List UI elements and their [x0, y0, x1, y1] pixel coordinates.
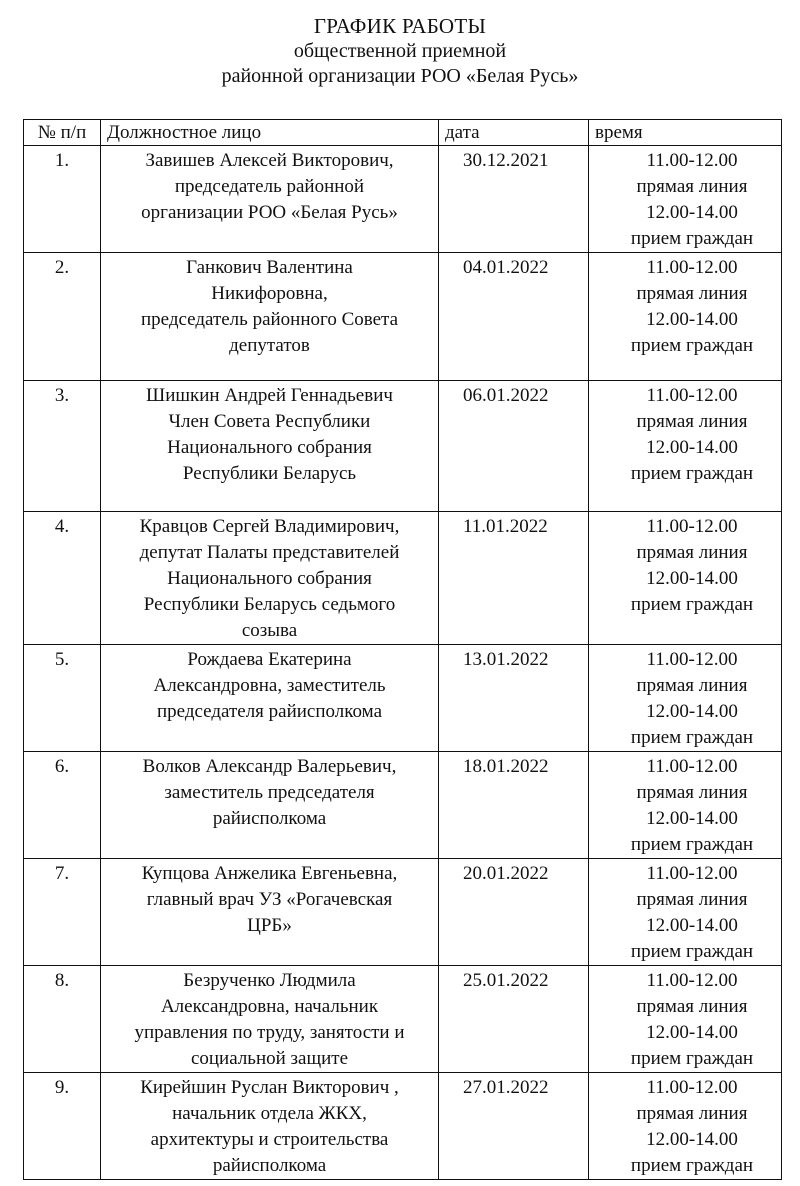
time-text-line: 11.00-12.00 — [646, 863, 738, 884]
time-cell — [589, 512, 782, 645]
time-text-line: прием граждан — [630, 834, 754, 855]
official-text-line: Безрученко Людмила — [183, 970, 356, 991]
time-text-line: прямая линия — [636, 411, 748, 432]
time-cell — [589, 146, 782, 253]
official-text-line: Никифоровна, — [211, 283, 328, 304]
official-cell — [101, 966, 439, 1073]
time-cell — [589, 381, 782, 512]
time-cell — [589, 966, 782, 1073]
official-text-line: райисполкома — [212, 808, 327, 829]
official-text-line: ЦРБ» — [247, 915, 292, 936]
official-text-line: Шишкин Андрей Геннадьевич — [146, 385, 393, 406]
row-number: 9. — [24, 1073, 101, 1180]
official-text-line: Национального собрания — [167, 568, 372, 589]
official-text-line: Александровна, заместитель — [153, 675, 386, 696]
time-text-line: прием граждан — [630, 228, 754, 249]
time-text-line: прямая линия — [636, 1103, 748, 1124]
official-text-line: Кирейшин Руслан Викторович , — [140, 1077, 399, 1098]
official-text-line: Республики Беларусь — [182, 463, 357, 484]
table-row — [24, 859, 782, 966]
time-text-line: прямая линия — [636, 176, 748, 197]
table-body — [24, 146, 782, 1180]
time-text-line: 12.00-14.00 — [646, 1129, 738, 1150]
official-cell — [101, 253, 439, 381]
time-text-line: прямая линия — [636, 675, 748, 696]
time-text-line: 11.00-12.00 — [646, 150, 738, 171]
official-text-line: организации РОО «Белая Русь» — [141, 202, 398, 223]
time-text-line: прием граждан — [630, 941, 754, 962]
table-row — [24, 645, 782, 752]
official-text-line: Республики Беларусь седьмого — [143, 594, 396, 615]
official-text-line: созыва — [241, 620, 298, 641]
official-text-line: Завишев Алексей Викторович, — [145, 150, 394, 171]
time-cell — [589, 859, 782, 966]
document-subtitle-line-1: общественной приемной — [293, 40, 507, 62]
official-text-line: Волков Александр Валерьевич, — [142, 756, 397, 777]
official-text-line: Рождаева Екатерина — [187, 649, 352, 670]
time-text-line: 11.00-12.00 — [646, 516, 738, 537]
time-text-line: 12.00-14.00 — [646, 915, 738, 936]
row-number: 8. — [24, 966, 101, 1073]
time-text-line: 12.00-14.00 — [646, 202, 738, 223]
date-cell: 06.01.2022 — [439, 381, 589, 512]
official-cell — [101, 146, 439, 253]
date-cell: 11.01.2022 — [439, 512, 589, 645]
time-cell — [589, 253, 782, 381]
official-text-line: управления по труду, занятости и — [134, 1022, 405, 1043]
time-text-line: прием граждан — [630, 1155, 754, 1176]
time-text-line: прием граждан — [630, 727, 754, 748]
official-text-line: Александровна, начальник — [160, 996, 379, 1017]
date-cell: 25.01.2022 — [439, 966, 589, 1073]
date-cell: 30.12.2021 — [439, 146, 589, 253]
document-title: ГРАФИК РАБОТЫ — [313, 14, 487, 38]
schedule-table — [23, 119, 782, 1180]
official-text-line: председатель районного Совета — [140, 309, 399, 330]
official-text-line: председателя райисполкома — [156, 701, 382, 722]
time-text-line: 12.00-14.00 — [646, 309, 738, 330]
official-text-line: социальной защите — [190, 1048, 349, 1069]
time-cell — [589, 752, 782, 859]
date-cell: 04.01.2022 — [439, 253, 589, 381]
row-number: 4. — [24, 512, 101, 645]
time-text-line: 12.00-14.00 — [646, 808, 738, 829]
table-row — [24, 752, 782, 859]
table-header-row — [24, 120, 782, 146]
time-cell — [589, 1073, 782, 1180]
date-cell: 27.01.2022 — [439, 1073, 589, 1180]
time-text-line: прямая линия — [636, 889, 748, 910]
time-text-line: прямая линия — [636, 996, 748, 1017]
row-number: 2. — [24, 253, 101, 381]
time-text-line: 11.00-12.00 — [646, 970, 738, 991]
time-text-line: прием граждан — [630, 335, 754, 356]
time-text-line: прямая линия — [636, 542, 748, 563]
time-text-line: прием граждан — [630, 594, 754, 615]
time-text-line: прямая линия — [636, 283, 748, 304]
table-row — [24, 1073, 782, 1180]
document-header — [0, 14, 800, 89]
official-text-line: Кравцов Сергей Владимирович, — [139, 516, 400, 537]
official-cell — [101, 1073, 439, 1180]
row-number: 7. — [24, 859, 101, 966]
official-text-line: депутат Палаты представителей — [139, 542, 400, 563]
column-header-time: время — [589, 120, 782, 146]
time-text-line: 12.00-14.00 — [646, 437, 738, 458]
time-text-line: 12.00-14.00 — [646, 1022, 738, 1043]
row-number: 6. — [24, 752, 101, 859]
date-cell: 13.01.2022 — [439, 645, 589, 752]
official-text-line: заместитель председателя — [164, 782, 375, 803]
official-text-line: архитектуры и строительства — [150, 1129, 389, 1150]
time-text-line: 12.00-14.00 — [646, 701, 738, 722]
time-text-line: прямая линия — [636, 782, 748, 803]
table-row — [24, 381, 782, 512]
official-cell — [101, 645, 439, 752]
time-text-line: 12.00-14.00 — [646, 568, 738, 589]
time-text-line: прием граждан — [630, 1048, 754, 1069]
official-text-line: главный врач УЗ «Рогачевская — [146, 889, 393, 910]
time-cell — [589, 645, 782, 752]
official-text-line: райисполкома — [212, 1155, 327, 1176]
table-row — [24, 512, 782, 645]
time-text-line: 11.00-12.00 — [646, 756, 738, 777]
table-row — [24, 146, 782, 253]
official-text-line: председатель районной — [174, 176, 365, 197]
time-text-line: 11.00-12.00 — [646, 1077, 738, 1098]
official-text-line: Национального собрания — [167, 437, 372, 458]
official-cell — [101, 859, 439, 966]
date-cell: 20.01.2022 — [439, 859, 589, 966]
time-text-line: 11.00-12.00 — [646, 649, 738, 670]
document-subtitle-line-2: районной организации РОО «Белая Русь» — [221, 65, 579, 87]
row-number: 3. — [24, 381, 101, 512]
official-text-line: Ганкович Валентина — [186, 257, 353, 278]
official-cell — [101, 381, 439, 512]
official-text-line: Член Совета Республики — [168, 411, 371, 432]
official-cell — [101, 512, 439, 645]
date-cell: 18.01.2022 — [439, 752, 589, 859]
official-text-line: Купцова Анжелика Евгеньевна, — [141, 863, 398, 884]
time-text-line: прием граждан — [630, 463, 754, 484]
time-text-line: 11.00-12.00 — [646, 257, 738, 278]
official-text-line: начальник отдела ЖКХ, — [172, 1103, 367, 1124]
official-text-line: депутатов — [229, 335, 310, 356]
column-header-official: Должностное лицо — [101, 120, 439, 146]
row-number: 1. — [24, 146, 101, 253]
time-text-line: 11.00-12.00 — [646, 385, 738, 406]
table-row — [24, 966, 782, 1073]
table-row — [24, 253, 782, 381]
column-header-date: дата — [439, 120, 589, 146]
column-header-number: № п/п — [24, 120, 101, 146]
row-number: 5. — [24, 645, 101, 752]
official-cell — [101, 752, 439, 859]
